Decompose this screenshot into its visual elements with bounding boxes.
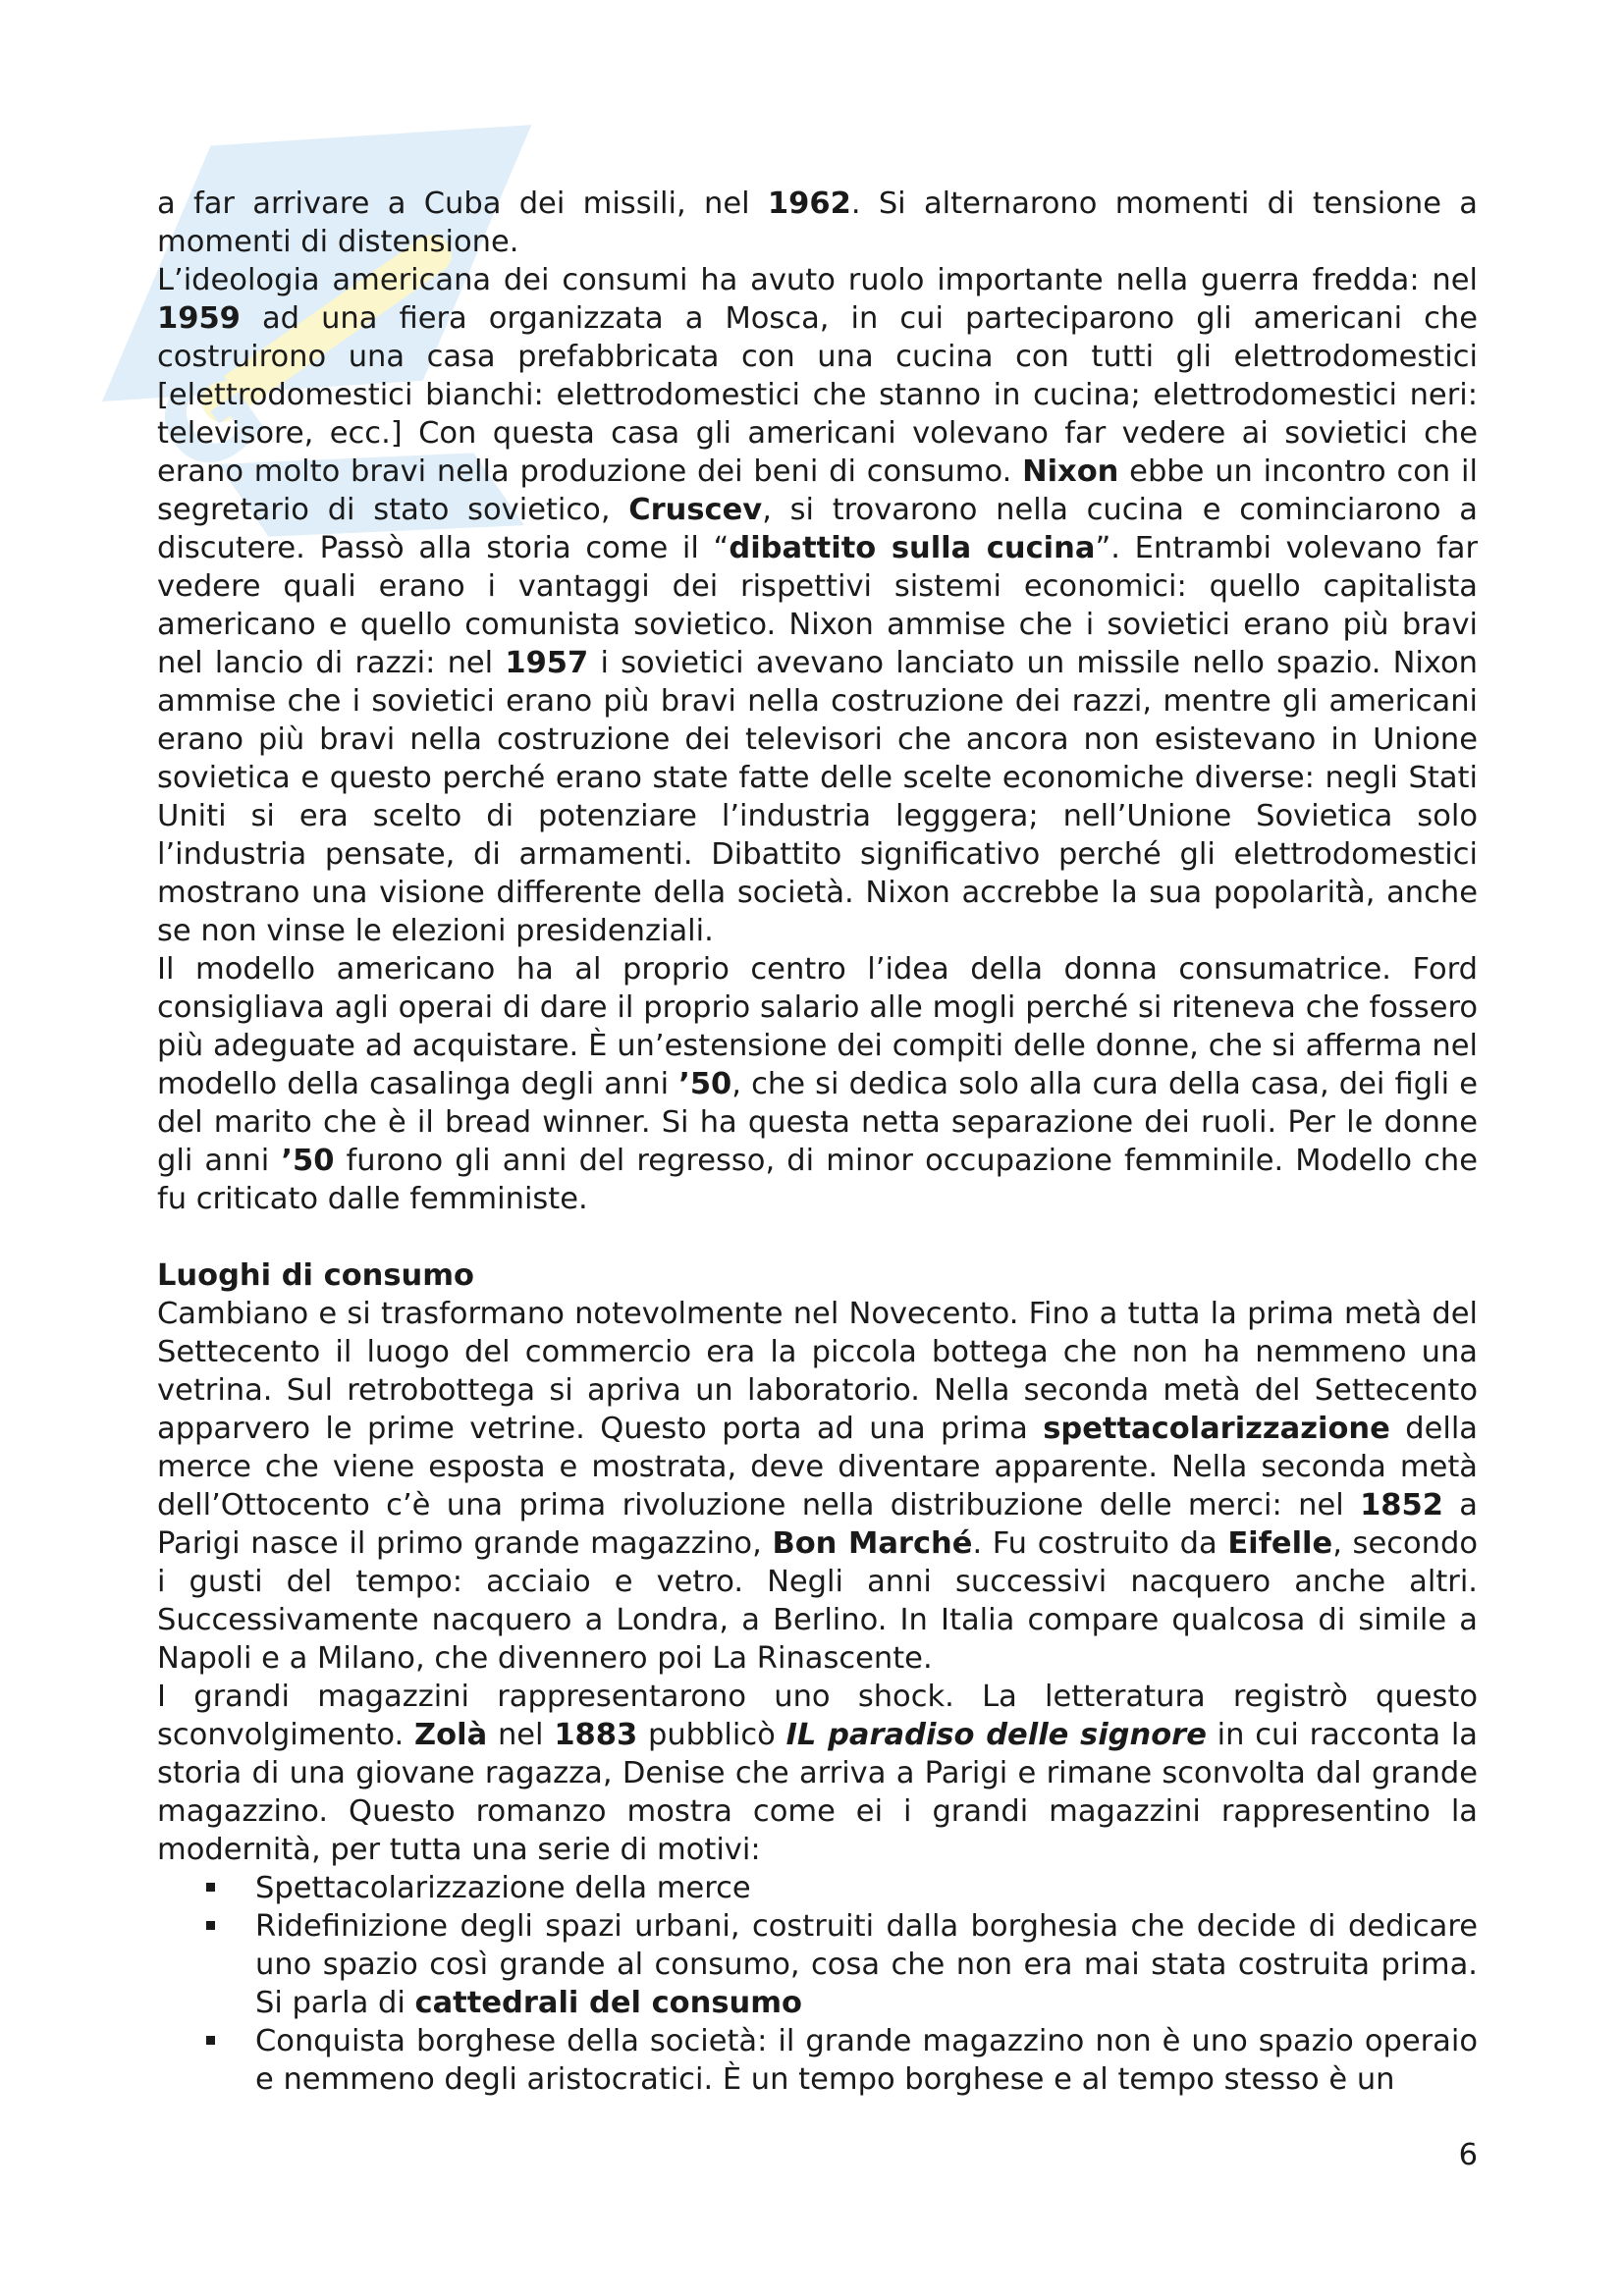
list-item: Conquista borghese della società: il grande magazzino non è uno spazio operaio e nemmeno degli aristocratici. È un tempo borghese e al tempo stesso è un: [157, 2022, 1478, 2099]
paragraph-cuba-missili: a far arrivare a Cuba dei missili, nel 1962. Si alternarono momenti di tensione a momenti di distensione.: [157, 187, 1478, 259]
spacer: [157, 1218, 1478, 1256]
paragraph-ideologia-consumi: L’ideologia americana dei consumi ha avuto ruolo importante nella guerra fredda: nel 1959 ad una fiera organizzata a Mosca, in cui parteciparono gli americani che costruirono una casa prefabbricata con una cucina con tutti gli elettrodomestici [elettrodomestici bianchi: elettrodomestici che stanno in cucina; elettrodomestici neri: televisore, ecc.] Con questa casa gli americani volevano far vedere ai sovietici che erano molto bravi nella produzione dei beni di consumo. Nixon ebbe un incontro con il segretario di stato sovietico, Cruscev, si trovarono nella cucina e cominciarono a discutere. Passò alla storia come il “dibattito sulla cucina”. Entrambi volevano far vedere quali erano i vantaggi dei rispettivi sistemi economici: quello capitalista americano e quello comunista sovietico. Nixon ammise che i sovietici erano più bravi nel lancio di razzi: nel 1957 i sovietici avevano lanciato un missile nello spazio. Nixon ammise che i sovietici erano più bravi nella costruzione dei razzi, mentre gli americani erano più bravi nella costruzione dei televisori che ancora non esistevano in Unione sovietica e questo perché erano state fatte delle scelte economiche diverse: negli Stati Uniti si era scelto di potenziare l’industria legggera; nell’Unione Sovietica solo l’industria pensate, di armamenti. Dibattito significativo perché gli elettrodomestici mostrano una visione differente della società. Nixon accrebbe la sua popolarità, anche se non vinse le elezioni presidenziali.: [157, 263, 1478, 948]
bullet-list: [157, 1869, 1478, 2099]
paragraph-luoghi-consumo: Cambiano e si trasformano notevolmente nel Novecento. Fino a tutta la prima metà del Settecento il luogo del commercio era la piccola bottega che non ha nemmeno una vetrina. Sul retrobottega si apriva un laboratorio. Nella seconda metà del Settecento apparvero le prime vetrine. Questo porta ad una prima spettacolarizzazione della merce che viene esposta e mostrata, deve diventare apparente. Nella seconda metà dell’Ottocento c’è una prima rivoluzione nella distribuzione delle merci: nel 1852 a Parigi nasce il primo grande magazzino, Bon Marché. Fu costruito da Eifelle, secondo i gusti del tempo: acciaio e vetro. Negli anni successivi nacquero anche altri. Successivamente nacquero a Londra, a Berlino. In Italia compare qualcosa di simile a Napoli e a Milano, che divennero poi La Rinascente.: [157, 1297, 1478, 1676]
page-number: 6: [1458, 2138, 1478, 2172]
square-bullet-icon: [206, 1883, 215, 1892]
svg-text:G: G: [132, 337, 290, 505]
square-bullet-icon: [206, 2036, 215, 2045]
list-item: Spettacolarizzazione della merce: [157, 1869, 1478, 1907]
page-body: [157, 185, 1478, 2099]
section-heading: Luoghi di consumo: [157, 1258, 474, 1293]
square-bullet-icon: [206, 1921, 215, 1930]
paragraph-grandi-magazzini: I grandi magazzini rappresentarono uno shock. La letteratura registrò questo sconvolgimento. Zolà nel 1883 pubblicò IL paradiso delle signore in cui racconta la storia di una giovane ragazza, Denise che arriva a Parigi e rimane sconvolta dal grande magazzino. Questo romanzo mostra come ei i grandi magazzini rappresentino la modernità, per tutta una serie di motivi:: [157, 1680, 1478, 1867]
paragraph-donna-consumatrice: Il modello americano ha al proprio centro l’idea della donna consumatrice. Ford consigliava agli operai di dare il proprio salario alle mogli perché si riteneva che fossero più adeguate ad acquistare. È un’estensione dei compiti delle donne, che si afferma nel modello della casalinga degli anni ’50, che si dedica solo alla cura della casa, dei figli e del marito che è il bread winner. Si ha questa netta separazione dei ruoli. Per le donne gli anni ’50 furono gli anni del regresso, di minor occupazione femminile. Modello che fu criticato dalle femministe.: [157, 952, 1478, 1216]
list-item: Ridefinizione degli spazi urbani, costruiti dalla borghesia che decide di dedicare uno spazio così grande al consumo, cosa che non era mai stata costruita prima. Si parla di cattedrali del consumo: [157, 1907, 1478, 2022]
